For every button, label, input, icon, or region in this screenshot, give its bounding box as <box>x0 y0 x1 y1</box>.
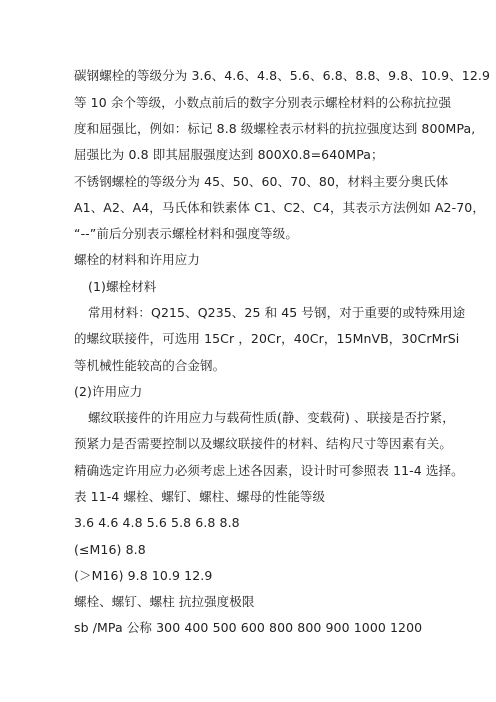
paragraph-carbon-steel-grades-line-4: 屈强比为 0.8 即其屈服强度达到 800X0.8=640MPa； <box>74 147 384 162</box>
table-row-tensile-values: sb /MPa 公称 300 400 500 600 800 800 900 1000 1200 <box>74 620 423 635</box>
section-heading-materials-stress: 螺栓的材料和许用应力 <box>74 252 201 267</box>
paragraph-common-materials-line-1: 常用材料：Q215、Q235、25 和 45 号钢，对于重要的或特殊用途 <box>88 305 466 320</box>
paragraph-common-materials-line-3: 等机械性能较高的合金钢。 <box>74 358 226 373</box>
paragraph-stainless-grades-line-1: 不锈钢螺栓的等级分为 45、50、60、70、80，材料主要分奥氏体 <box>74 174 449 189</box>
paragraph-allowable-stress-line-3: 精确选定许用应力必须考虑上述各因素，设计时可参照表 11-4 选择。 <box>74 463 464 478</box>
table-row-grades: 3.6 4.6 4.8 5.6 5.8 6.8 8.8 <box>74 515 240 530</box>
table-row-m16-small: (≤M16) 8.8 <box>74 542 146 557</box>
paragraph-common-materials-line-2: 的螺纹联接件，可选用 15Cr ，20Cr，40Cr，15MnVB，30CrMrSi <box>74 331 460 346</box>
paragraph-carbon-steel-grades-line-3: 度和屈强比，例如：标记 8.8 级螺栓表示材料的抗拉强度达到 800MPa, <box>74 121 476 136</box>
paragraph-allowable-stress-line-2: 预紧力是否需要控制以及螺纹联接件的材料、结构尺寸等因素有关。 <box>74 436 453 451</box>
table-row-m16-large: (＞M16) 9.8 10.9 12.9 <box>74 568 213 583</box>
paragraph-carbon-steel-grades-line-2: 等 10 余个等级，小数点前后的数字分别表示螺栓材料的公称抗拉强 <box>74 95 452 110</box>
paragraph-allowable-stress-line-1: 螺纹联接件的许用应力与载荷性质(静、变载荷) 、联接是否拧紧， <box>88 410 455 425</box>
paragraph-stainless-grades-line-3: “--”前后分别表示螺栓材料和强度等级。 <box>74 226 298 241</box>
subheading-bolt-materials: (1)螺栓材料 <box>88 279 157 294</box>
table-caption: 表 11-4 螺栓、螺钉、螺柱、螺母的性能等级 <box>74 489 326 504</box>
paragraph-carbon-steel-grades-line-1: 碳钢螺栓的等级分为 3.6、4.6、4.8、5.6、6.8、8.8、9.8、10.9、12.9 <box>74 68 490 83</box>
subheading-allowable-stress: (2)许用应力 <box>74 384 143 399</box>
paragraph-stainless-grades-line-2: A1、A2、A4，马氏体和铁素体 C1、C2、C4，其表示方法例如 A2-70， <box>74 200 485 215</box>
table-row-tensile-label: 螺栓、螺钉、螺柱 抗拉强度极限 <box>74 594 255 609</box>
